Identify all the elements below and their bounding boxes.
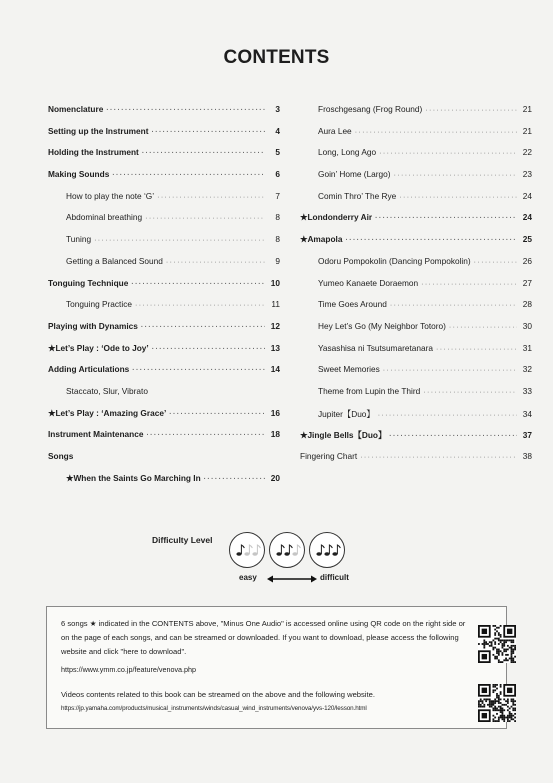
toc-leader-dots [399,194,517,201]
toc-entry-page: 34 [522,408,532,419]
toc-entry [300,364,532,386]
toc-leader-dots [152,346,265,353]
toc-entry-title: Aura Lee [318,125,352,136]
toc-leader-dots [141,324,265,331]
toc-entry-page: 28 [522,299,532,310]
toc-entry [300,429,532,451]
toc-entry-title: Long, Long Ago [318,147,377,158]
toc-entry [48,147,280,169]
audio-info-box [46,606,507,729]
toc-entry-page: 6 [275,169,280,180]
toc-leader-dots [378,412,517,419]
toc-leader-dots [146,432,265,439]
toc-entry [300,169,532,191]
toc-entry-page: 7 [275,190,280,201]
toc-entry-page: 22 [522,147,532,158]
toc-entry [300,299,532,321]
toc-entry-title: Tonguing Technique [48,277,129,288]
toc-entry-page: 37 [522,430,532,441]
toc-leader-dots [360,454,517,461]
difficulty-easy-icon [229,532,265,568]
toc-entry-title: Time Goes Around [318,299,387,310]
difficulty-easy-label: easy [239,573,257,582]
toc-entry [48,212,280,234]
toc-entry [300,321,532,343]
qr-code-icon[interactable] [478,625,516,663]
toc-entry-title: Jupiter【Duo】 [318,408,375,419]
toc-leader-dots [389,433,517,440]
qr-code-icon[interactable] [478,684,516,722]
toc-entry-title: Goin’ Home (Largo) [318,169,391,180]
eighth-note-icon [236,545,244,556]
toc-entry-page: 4 [275,125,280,136]
toc-entry [48,408,280,430]
toc-entry-title: How to play the note ‘G’ [66,190,155,201]
toc-entry-title: Nomenclature [48,104,104,114]
toc-entry-title: Holding the Instrument [48,147,139,158]
toc-entry-page: 14 [270,364,280,375]
toc-leader-dots [394,172,517,179]
toc-entry-page: 20 [270,472,280,483]
toc-entry [48,104,280,126]
toc-entry-title: ★Let’s Play : ‘Amazing Grace’ [48,407,167,418]
toc-entry-title: Playing with Dynamics [48,320,138,331]
toc-entry [300,234,532,256]
toc-entry [300,147,532,169]
page-title: CONTENTS [223,47,330,68]
toc-leader-dots [157,194,265,201]
toc-entry-page: 11 [271,299,280,310]
toc-entry [48,191,280,213]
toc-entry-page: 21 [522,125,532,136]
toc-entry-page: 10 [270,277,280,288]
toc-entry-title: Froschgesang (Frog Round) [318,104,423,114]
toc-entry [300,451,532,473]
toc-entry-title: Staccato, Slur, Vibrato [66,385,148,396]
toc-entry-page: 8 [275,234,280,245]
toc-entry-page: 27 [522,277,532,288]
toc-leader-dots [204,476,265,483]
toc-entry-page: 21 [522,104,532,114]
toc-entry-page: 5 [275,147,280,158]
toc-entry-page: 38 [522,451,532,461]
toc-leader-dots [132,367,265,374]
toc-leader-dots [106,107,265,114]
toc-entry-title: Adding Articulations [48,364,130,375]
toc-leader-dots [379,150,517,157]
toc-entry-title: Sweet Memories [318,364,380,375]
toc-leader-dots [390,302,517,309]
toc-entry-page: 3 [275,104,280,114]
toc-entry-title: Theme from Lupin the Third [318,385,421,396]
eighth-note-icon [292,545,300,556]
toc-entry [48,321,280,343]
toc-leader-dots [474,259,517,266]
toc-entry-title: ★Let’s Play : ‘Ode to Joy’ [48,342,149,353]
toc-entry [300,386,532,408]
toc-leader-dots [166,259,265,266]
toc-entry-page: 13 [270,342,280,353]
toc-entry [48,126,280,148]
toc-entry-page: 25 [522,234,532,245]
eighth-note-icon [316,545,324,556]
toc-entry [300,104,532,126]
toc-entry-title: Tuning [66,234,92,245]
toc-entry-title: Yumeo Kanaete Doraemon [318,277,419,288]
eighth-note-icon [252,545,260,556]
eighth-note-icon [276,545,284,556]
toc-entry [300,343,532,365]
toc-entry [48,299,280,321]
toc-entry-page: 12 [270,320,280,331]
difficulty-legend [232,572,362,586]
toc-entry-title: Abdominal breathing [66,212,143,223]
toc-entry-title: Fingering Chart [300,451,358,461]
toc-entry-title: Songs [48,451,74,461]
eighth-note-icon [284,545,292,556]
toc-leader-dots [142,150,265,157]
double-arrow-icon [267,575,317,583]
toc-entry-page: 9 [275,255,280,266]
toc-leader-dots [169,411,265,418]
video-info-text: Videos contents related to this book can be streamed on the above and the following website. [61,690,375,699]
toc-entry-page: 18 [270,429,280,440]
toc-entry [48,343,280,365]
toc-right-column [300,104,532,473]
toc-entry-title: Setting up the Instrument [48,125,149,136]
difficulty-hard-icon [309,532,345,568]
toc-entry-title: Tonguing Practice [66,299,132,310]
toc-entry [48,256,280,278]
toc-leader-dots [151,129,265,136]
toc-leader-dots [131,281,265,288]
toc-entry [300,126,532,148]
toc-entry [300,408,532,430]
toc-entry [300,278,532,300]
difficulty-label: Difficulty Level [152,535,213,545]
video-url-link[interactable]: https://jp.yamaha.com/products/musical_instruments/winds/casual_wind_instruments/venova/yvs-120/lesson.html [61,705,367,712]
toc-entry-title: Odoru Pompokolin (Dancing Pompokolin) [318,255,471,266]
toc-leader-dots [145,215,265,222]
toc-entry-page: 32 [522,364,532,375]
toc-entry-title: ★Londonderry Air [300,212,373,223]
difficulty-difficult-label: difficult [320,573,349,582]
toc-entry-title: Instrument Maintenance [48,429,144,440]
toc-entry-page: 16 [270,407,280,418]
toc-entry [48,234,280,256]
toc-entry [300,256,532,278]
toc-leader-dots [355,129,517,136]
toc-entry-title: Hey Let’s Go (My Neighbor Totoro) [318,320,446,331]
toc-leader-dots [383,367,517,374]
toc-entry-page: 24 [522,190,532,201]
toc-entry-page: 30 [522,320,532,331]
toc-leader-dots [345,237,517,244]
toc-entry [48,364,280,386]
toc-entry [48,169,280,191]
toc-leader-dots [135,302,265,309]
toc-entry [48,278,280,300]
toc-entry-title: ★Amapola [300,234,343,245]
toc-leader-dots [449,324,517,331]
toc-entry [300,212,532,234]
toc-leader-dots [436,346,517,353]
toc-entry-title: Yasashisa ni Tsutsumaretanara [318,342,433,353]
toc-leader-dots [423,389,517,396]
toc-leader-dots [94,237,265,244]
toc-entry-page: 33 [522,385,532,396]
toc-entry-title: Getting a Balanced Sound [66,255,163,266]
toc-entry-title: ★Jingle Bells【Duo】 [300,430,387,441]
toc-leader-dots [112,172,265,179]
audio-info-text: 6 songs ★ indicated in the CONTENTS above, "Minus One Audio" is accessed online using QR code on the right side or on the page of each songs, and can be streamed or downloaded. If you want to download, please access the following website and click "here to download". [61,619,466,656]
eighth-note-icon [324,545,332,556]
toc-entry-title: ★When the Saints Go Marching In [66,472,201,483]
toc-entry-title: Making Sounds [48,169,110,180]
toc-entry [48,451,280,473]
toc-leader-dots [425,107,517,114]
download-url-link[interactable]: https://www.ymm.co.jp/feature/venova.php [61,665,197,674]
toc-entry [300,191,532,213]
toc-entry-page: 31 [522,342,532,353]
toc-entry-title: Comin Thro’ The Rye [318,190,397,201]
toc-entry [48,386,280,408]
toc-left-column [48,104,280,494]
toc-leader-dots [375,215,517,222]
toc-entry [48,473,280,495]
eighth-note-icon [332,545,340,556]
toc-entry-page: 26 [522,255,532,266]
difficulty-medium-icon [269,532,305,568]
toc-entry-page: 24 [522,212,532,223]
toc-entry-page: 23 [522,169,532,180]
eighth-note-icon [244,545,252,556]
toc-entry [48,429,280,451]
toc-entry-page: 8 [275,212,280,223]
difficulty-scale [229,532,345,568]
toc-leader-dots [421,281,517,288]
